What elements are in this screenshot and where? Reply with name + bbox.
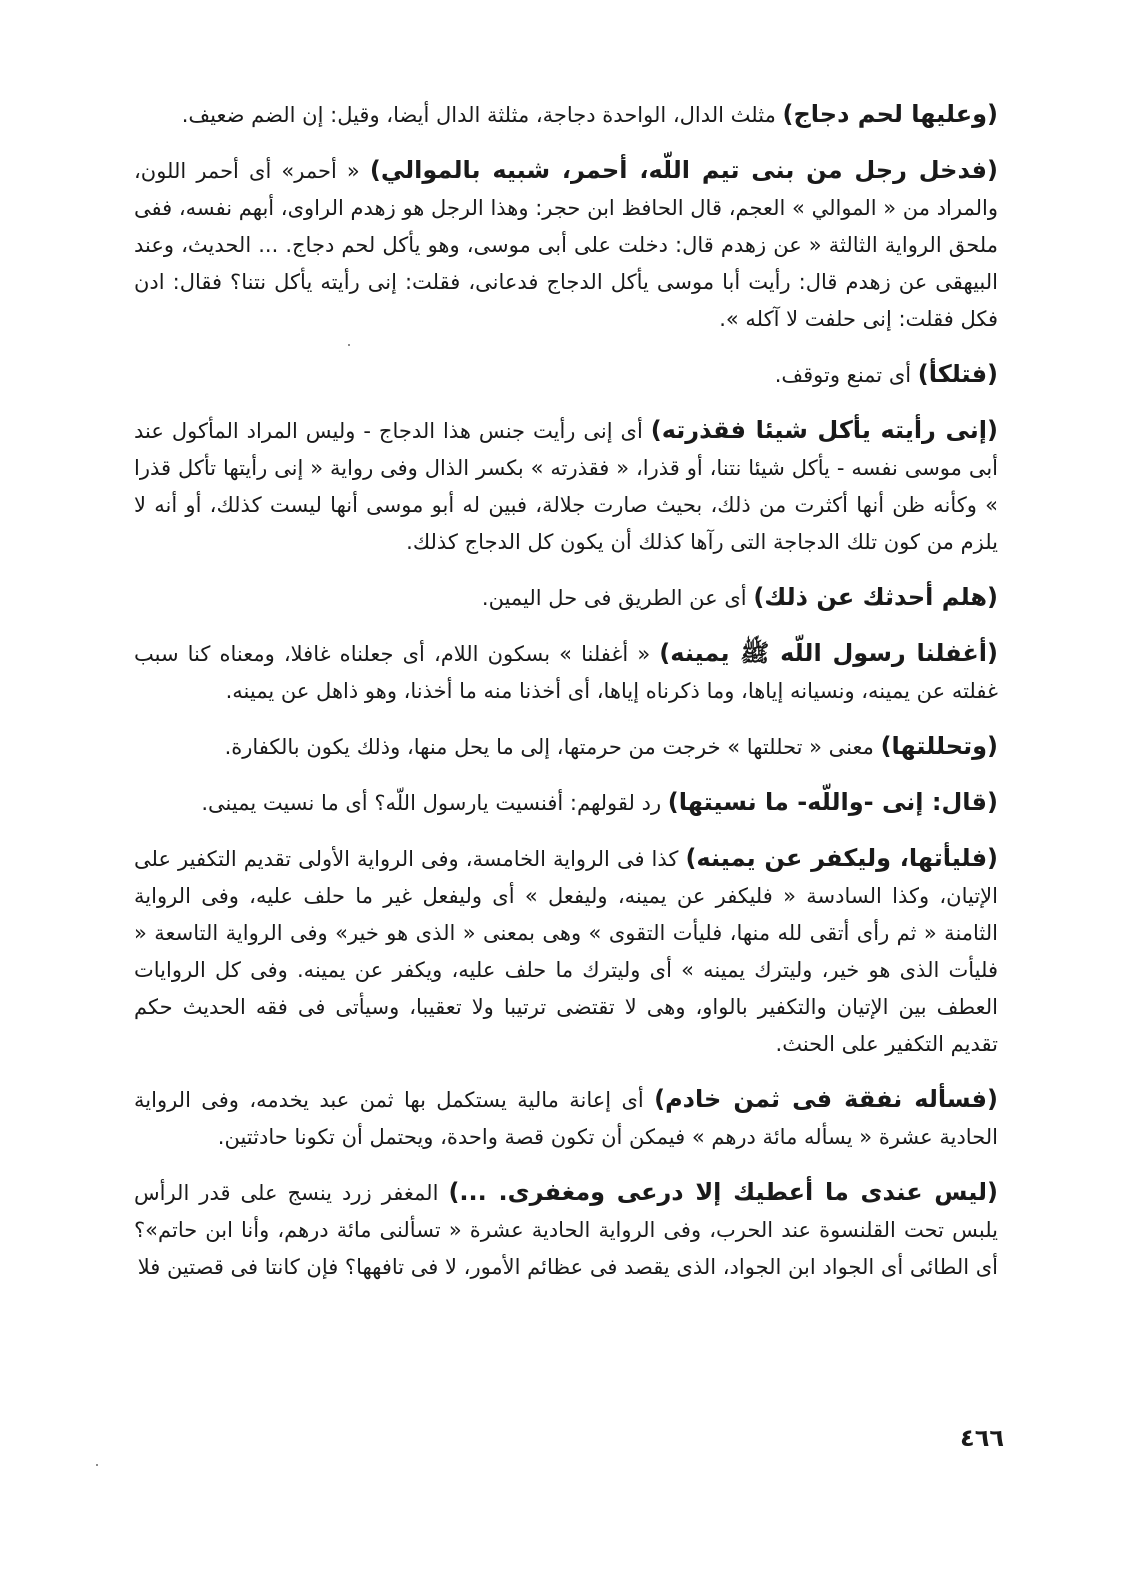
lemma: (وعليها لحم دجاج) — [782, 100, 998, 128]
paragraph-5 — [134, 579, 998, 617]
paragraph-11 — [134, 1174, 998, 1286]
commentary-text: معنى « تحللتها » خرجت من حرمتها، إلى ما يحل منها، وذلك يكون بالكفارة. — [224, 735, 881, 759]
paragraph-6 — [134, 635, 998, 710]
paragraph-10 — [134, 1081, 998, 1156]
lemma: (فسأله نفقة فى ثمن خادم) — [654, 1085, 998, 1113]
paragraph-8 — [134, 784, 998, 822]
commentary-text: مثلث الدال، الواحدة دجاجة، مثلثة الدال أيضا، وقيل: إن الضم ضعيف. — [181, 103, 783, 127]
lemma: (ليس عندى ما أعطيك إلا درعى ومغفرى. ...) — [448, 1178, 998, 1206]
lemma: (فتلكأ) — [917, 360, 998, 388]
lemma: (وتحللتها) — [880, 732, 998, 760]
commentary-text: رد لقولهم: أفنسيت يارسول اللّه؟ أى ما نسيت يمينى. — [201, 791, 668, 815]
commentary-text: « أحمر» أى أحمر اللون، والمراد من « الموالي » العجم، قال الحافظ ابن حجر: وهذا الرجل هو زهدم الراوى، أبهم نفسه، ففى ملحق الرواية الثالثة « عن زهدم قال: دخلت على أبى موسى، وهو يأكل لحم دجاج. ... الحديث، وعند البيهقى عن زهدم قال: رأيت أبا موسى يأكل الدجاج فدعانى، فقلت: إنى رأيته يأكل نتنا؟ فقال: ادن فكل فقلت: إنى حلفت لا آكله ». — [134, 159, 998, 331]
commentary-text: المغفر زرد ينسج على قدر الرأس يلبس تحت القلنسوة عند الحرب، وفى الرواية الحادية عشرة « تسألنى مائة درهم، وأنا ابن حاتم»؟ أى الطائى أى الجواد ابن الجواد، الذى يقصد فى عظائم الأمور، لا فى تافهها؟ فإن كانتا فى قصتين فلا — [134, 1181, 998, 1279]
paragraph-7 — [134, 728, 998, 766]
lemma: (فدخل رجل من بنى تيم اللّه، أحمر، شبيه بالموالي) — [369, 156, 998, 184]
lemma: (فليأتها، وليكفر عن يمينه) — [685, 844, 999, 872]
commentary-body — [134, 96, 998, 1304]
commentary-text: أى تمنع وتوقف. — [774, 363, 918, 387]
page-number: ٤٦٦ — [960, 1424, 1004, 1452]
paragraph-9 — [134, 840, 998, 1063]
lemma: (إنى رأيته يأكل شيئا فقذرته) — [650, 416, 998, 444]
paragraph-2 — [134, 152, 998, 338]
paragraph-4 — [134, 412, 998, 561]
commentary-text: أى إعانة مالية يستكمل بها ثمن عبد يخدمه، وفى الرواية الحادية عشرة « يسأله مائة درهم » فيمكن أن تكون قصة واحدة، ويحتمل أن تكونا حادثتين. — [134, 1088, 998, 1149]
paragraph-1 — [134, 96, 998, 134]
lemma: (أغفلنا رسول اللّه ﷺ يمينه) — [659, 639, 998, 667]
scan-speck — [348, 344, 350, 346]
scan-speck — [96, 1464, 98, 1466]
commentary-text: أى إنى رأيت جنس هذا الدجاج - وليس المراد المأكول عند أبى موسى نفسه - يأكل شيئا نتنا، أو قذرا، « فقذرته » بكسر الذال وفى رواية « إنى رأيتها تأكل قذرا » وكأنه ظن أنها أكثرت من ذلك، بحيث صارت جلالة، فبين له أبو موسى أنها ليست كذلك، أو أنه لا يلزم من كون تلك الدجاجة التى رآها كذلك أن يكون كل الدجاج كذلك. — [134, 419, 998, 554]
commentary-text: « أغفلنا » بسكون اللام، أى جعلناه غافلا، ومعناه كنا سبب غفلته عن يمينه، ونسيانه إياها، وما ذكرناه إياها، أى أخذنا منه ما أخذنا، وهو ذاهل عن يمينه. — [134, 642, 998, 703]
lemma: (قال: إنى -واللّه- ما نسيتها) — [667, 788, 998, 816]
lemma: (هلم أحدثك عن ذلك) — [753, 583, 998, 611]
paragraph-3 — [134, 356, 998, 394]
commentary-text: كذا فى الرواية الخامسة، وفى الرواية الأولى تقديم التكفير على الإتيان، وكذا السادسة « فليكفر عن يمينه، وليفعل » أى وليفعل غير ما حلف عليه، وفى الرواية الثامنة « ثم رأى أتقى لله منها، فليأت التقوى » وهى بمعنى « الذى هو خير» وفى الرواية التاسعة « فليأت الذى هو خير، وليترك يمينه » أى وليترك ما حلف عليه، ويكفر عن يمينه. وفى كل الروايات العطف بين الإتيان والتكفير بالواو، وهى لا تقتضى ترتيبا ولا تعقيبا، وسيأتى فى فقه الحديث حكم تقديم التكفير على الحنث. — [134, 847, 998, 1056]
commentary-text: أى عن الطريق فى حل اليمين. — [481, 586, 754, 610]
